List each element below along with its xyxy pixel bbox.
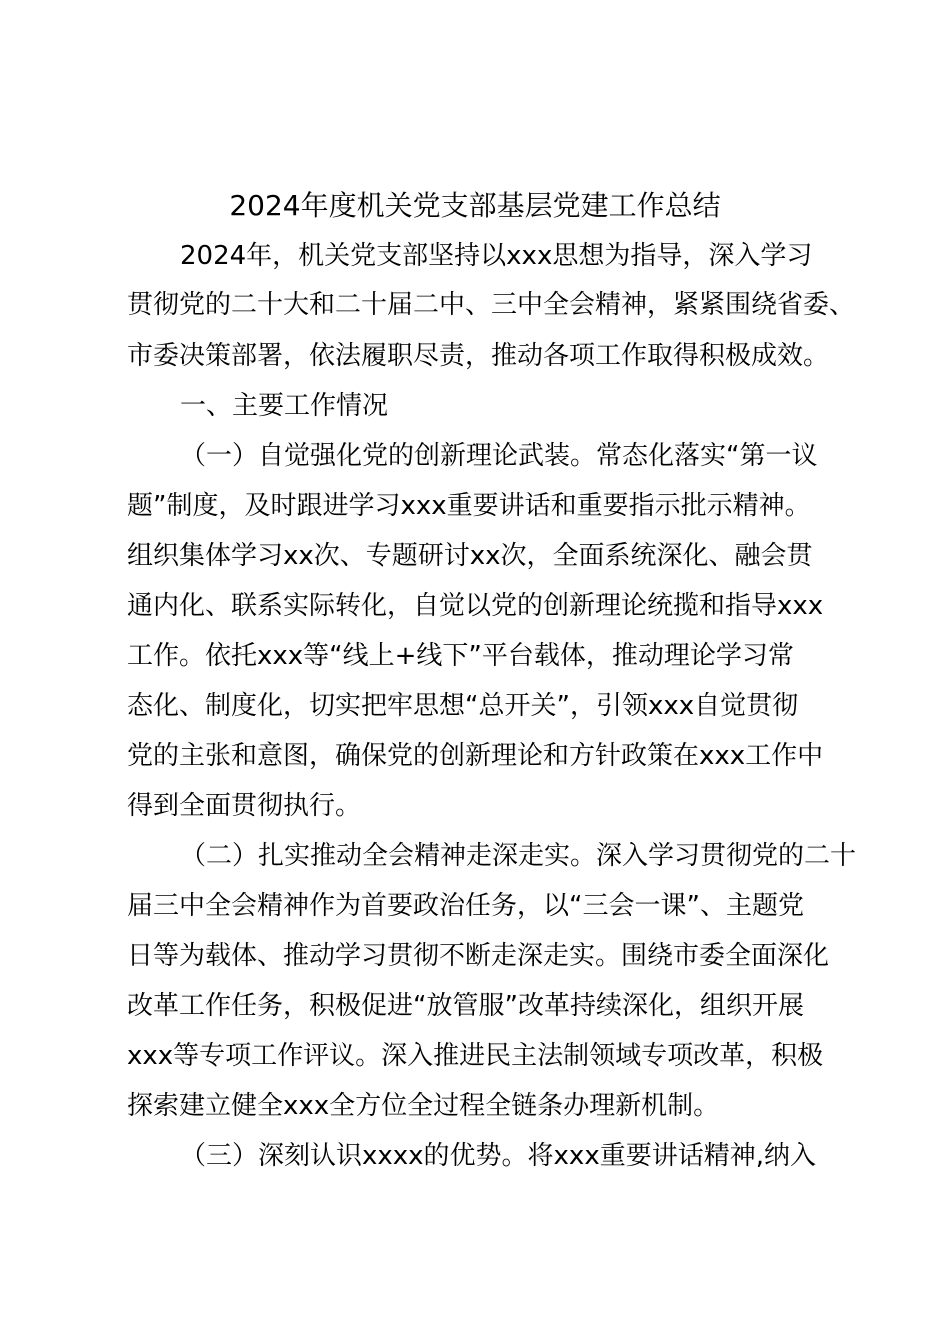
paragraph-line: 日等为载体、推动学习贯彻不断走深走实。围绕市委全面深化 — [127, 941, 830, 971]
intro-line: 市委决策部署，依法履职尽责，推动各项工作取得积极成效。 — [127, 341, 830, 371]
paragraph-line: xxx等专项工作评议。深入推进民主法制领域专项改革，积极 — [127, 1041, 824, 1071]
paragraph-line: 得到全面贯彻执行。 — [127, 791, 362, 821]
section-heading: 一、主要工作情况 — [180, 391, 389, 421]
paragraph-line: 题”制度，及时跟进学习xxx重要讲话和重要指示批示精神。 — [127, 491, 811, 521]
paragraph-line: 组织集体学习xx次、专题研讨xx次，全面系统深化、融会贯 — [127, 541, 813, 571]
paragraph-line: （二）扎实推动全会精神走深走实。深入学习贯彻党的二十 — [180, 841, 857, 871]
paragraph-line: 党的主张和意图，确保党的创新理论和方针政策在xxx工作中 — [127, 741, 824, 771]
paragraph-line: 探索建立健全xxx全方位全过程全链条办理新机制。 — [127, 1091, 720, 1121]
paragraph-line: （一）自觉强化党的创新理论武装。常态化落实“第一议 — [180, 441, 818, 471]
document-title: 2024年度机关党支部基层党建工作总结 — [229, 189, 721, 222]
intro-line: 贯彻党的二十大和二十届二中、三中全会精神，紧紧围绕省委、 — [127, 290, 856, 320]
paragraph-line: （三）深刻认识xxxx的优势。将xxx重要讲话精神,纳入 — [180, 1141, 816, 1171]
intro-line: 2024年，机关党支部坚持以xxx思想为指导，深入学习 — [180, 241, 813, 271]
paragraph-line: 届三中全会精神作为首要政治任务，以“三会一课”、主题党 — [127, 891, 804, 921]
paragraph-line: 工作。依托xxx等“线上+线下”平台载体，推动理论学习常 — [127, 641, 794, 671]
paragraph-line: 改革工作任务，积极促进“放管服”改革持续深化，组织开展 — [127, 991, 804, 1021]
paragraph-line: 态化、制度化，切实把牢思想“总开关”，引领xxx自觉贯彻 — [127, 691, 799, 721]
paragraph-line: 通内化、联系实际转化，自觉以党的创新理论统揽和指导xxx — [127, 591, 824, 621]
